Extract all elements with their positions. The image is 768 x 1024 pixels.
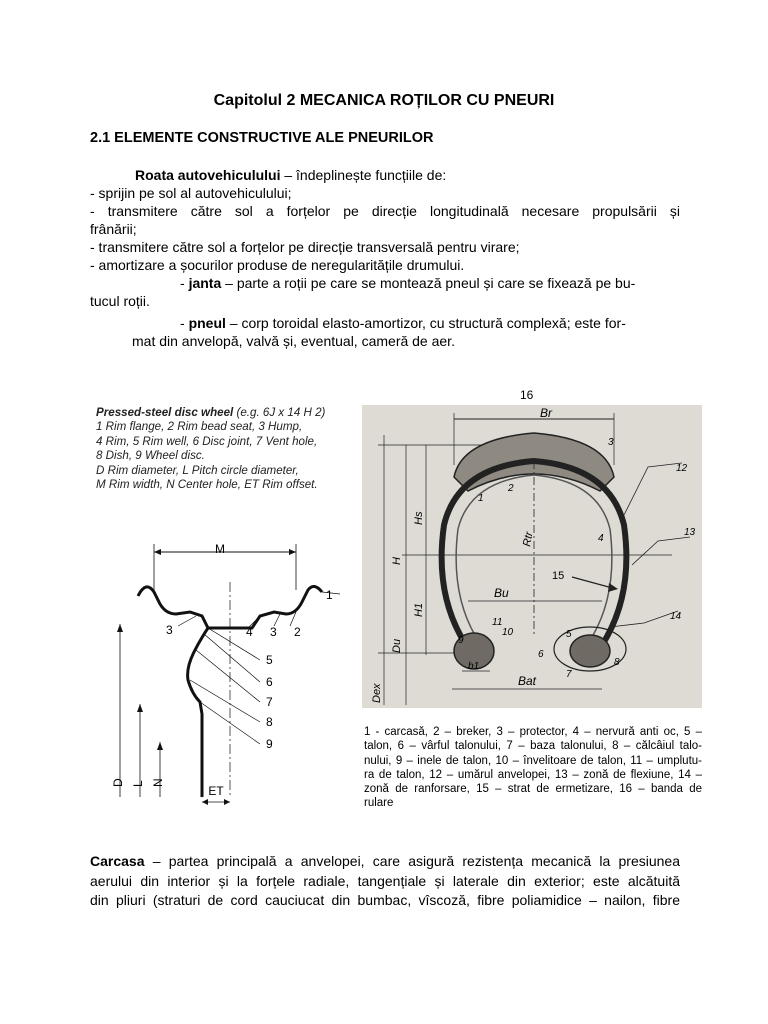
janta-line-2: tucul roții. [90, 293, 150, 309]
label-bu: Bu [494, 586, 509, 600]
carcasa-line: din pliuri (straturi de cord cauciucat din bumbac, vîscoză, fibre poliamidice – nailon, fibre [90, 892, 680, 908]
label-7: 7 [266, 695, 273, 709]
legend-line: rulare [364, 797, 394, 810]
label-3: 3 [608, 437, 614, 448]
label-l: L [131, 780, 145, 787]
label-4: 4 [246, 625, 253, 639]
label-8: 8 [266, 715, 273, 729]
wheel-caption-line: 4 Rim, 5 Rim well, 6 Disc joint, 7 Vent hole, [96, 434, 318, 448]
label-h1: H1 [413, 602, 425, 617]
label-12: 12 [676, 463, 688, 474]
function-item: - transmitere către sol a forțelor pe direcție transversală pentru virare; [90, 239, 520, 255]
label-8: 8 [614, 657, 620, 668]
wheel-disc-profile [188, 628, 208, 797]
chapter-title: Capitolul 2 MECANICA ROȚILOR CU PNEURI [213, 92, 555, 109]
legend-line: nului, 9 – inele de talon, 10 – învelitoare de talon, 11 – umplutu- [364, 754, 702, 767]
intro-line: Roata autovehiculului – îndeplinește funcțiile de: [135, 167, 447, 183]
label-h: H [391, 557, 403, 565]
wheel-caption-line: 8 Dish, 9 Wheel disc. [96, 449, 205, 463]
carcasa-paragraph: Carcasa – partea principală a anvelopei, care asigură rezistența mecanică la presiunea aerului din interior și la forțele radiale, tangențiale și laterale din exterior; este alcătuită din pliuri (straturi de cord cauciucat din bumbac, vîscoză, fibre poliamidice – nailon, fibre [90, 852, 680, 911]
function-item: - amortizare a șocurilor produse de neregularitățile drumului. [90, 257, 465, 273]
label-2: 2 [508, 483, 514, 494]
label-5: 5 [566, 629, 572, 640]
label-9: 9 [266, 737, 273, 751]
tire-figure [362, 405, 702, 708]
tire-drawing [362, 405, 702, 708]
label-dex: Dex [371, 683, 383, 703]
label-14: 14 [670, 611, 682, 622]
wheel-caption: Pressed-steel disc wheel (e.g. 6J x 14 H 2) 1 Rim flange, 2 Rim bead seat, 3 Hump, 4 Rim, 5 Rim well, 6 Disc joint, 7 Vent hole, 8 Dish, 9 Wheel disc. D Rim diameter, L Pitch circle diameter, M Rim width, N Center hole, ET Rim offset. [96, 406, 348, 492]
carcasa-line: aerului din interior și la forțele radiale, tangențiale și laterale din exterior; este alcătuită [90, 872, 680, 889]
label-1: 1 [326, 588, 333, 602]
label-1: 1 [478, 493, 484, 504]
label-6: 6 [538, 649, 544, 660]
pneul-term: pneul [188, 315, 226, 331]
pneul-line-2: mat din anvelopă, valvă și, eventual, cameră de aer. [132, 333, 455, 349]
intro-term: Roata autovehiculului [135, 167, 281, 183]
label-rtr: Rtr [521, 530, 536, 548]
label-6: 6 [266, 675, 273, 689]
label-d: D [111, 778, 125, 787]
label-bat: Bat [518, 674, 537, 688]
label-m: M [215, 542, 225, 556]
legend-line: talon, 6 – vârful talonului, 7 – baza talonului, 8 – călcâiul talo- [364, 740, 702, 753]
label-10: 10 [502, 627, 514, 638]
function-item: - sprijin pe sol al autovehiculului; [90, 185, 292, 201]
function-item: frânării; [90, 221, 137, 237]
label-et: ET [208, 784, 224, 798]
label-br: Br [540, 406, 552, 420]
label-3: 3 [166, 623, 173, 637]
wheel-figure [90, 402, 353, 817]
wheel-caption-line: D Rim diameter, L Pitch circle diameter, [96, 463, 299, 477]
figure-number: 16 [520, 388, 534, 402]
right-bead [570, 635, 610, 667]
label-n: N [151, 778, 165, 787]
wheel-caption-line: 1 Rim flange, 2 Rim bead seat, 3 Hump, [96, 420, 303, 434]
label-13: 13 [684, 527, 696, 538]
label-9: 9 [458, 635, 464, 646]
label-15: 15 [552, 570, 565, 582]
janta-line: - janta – parte a roții pe care se montează pneul și care se fixează pe bu- [180, 275, 636, 291]
label-b1: b1 [468, 661, 480, 672]
label-5: 5 [266, 653, 273, 667]
function-item: - transmitere către sol a forțelor pe direcție longitudinală necesare propulsării și [90, 203, 680, 219]
label-7: 7 [566, 669, 572, 680]
carcasa-term: Carcasa [90, 853, 145, 869]
wheel-caption-title: Pressed-steel disc wheel [96, 406, 234, 419]
label-4: 4 [598, 533, 604, 544]
label-3: 3 [270, 625, 277, 639]
wheel-caption-line: M Rim width, N Center hole, ET Rim offset. [96, 478, 318, 492]
wheel-drawing [90, 402, 353, 817]
legend-line: zonă de ranforsare, 15 – strat de ermetizare, 16 – banda de [364, 783, 702, 796]
tire-legend [364, 725, 702, 811]
label-du: Du [391, 638, 403, 653]
legend-line: ra de talon, 12 – umărul anvelopei, 13 – zonă de flexiune, 14 – [364, 768, 702, 781]
janta-term: janta [188, 275, 222, 291]
label-11: 11 [492, 617, 503, 628]
label-hs: Hs [413, 511, 425, 525]
section-title: 2.1 ELEMENTE CONSTRUCTIVE ALE PNEURILOR [90, 130, 434, 146]
legend-line: 1 - carcasă, 2 – breker, 3 – protector, 4 – nervură anti oc, 5 – [364, 726, 702, 738]
label-2: 2 [294, 625, 301, 639]
pneul-line: - pneul – corp toroidal elasto-amortizor, cu structură complexă; este for- [180, 315, 626, 331]
intro-paragraph [90, 166, 680, 350]
